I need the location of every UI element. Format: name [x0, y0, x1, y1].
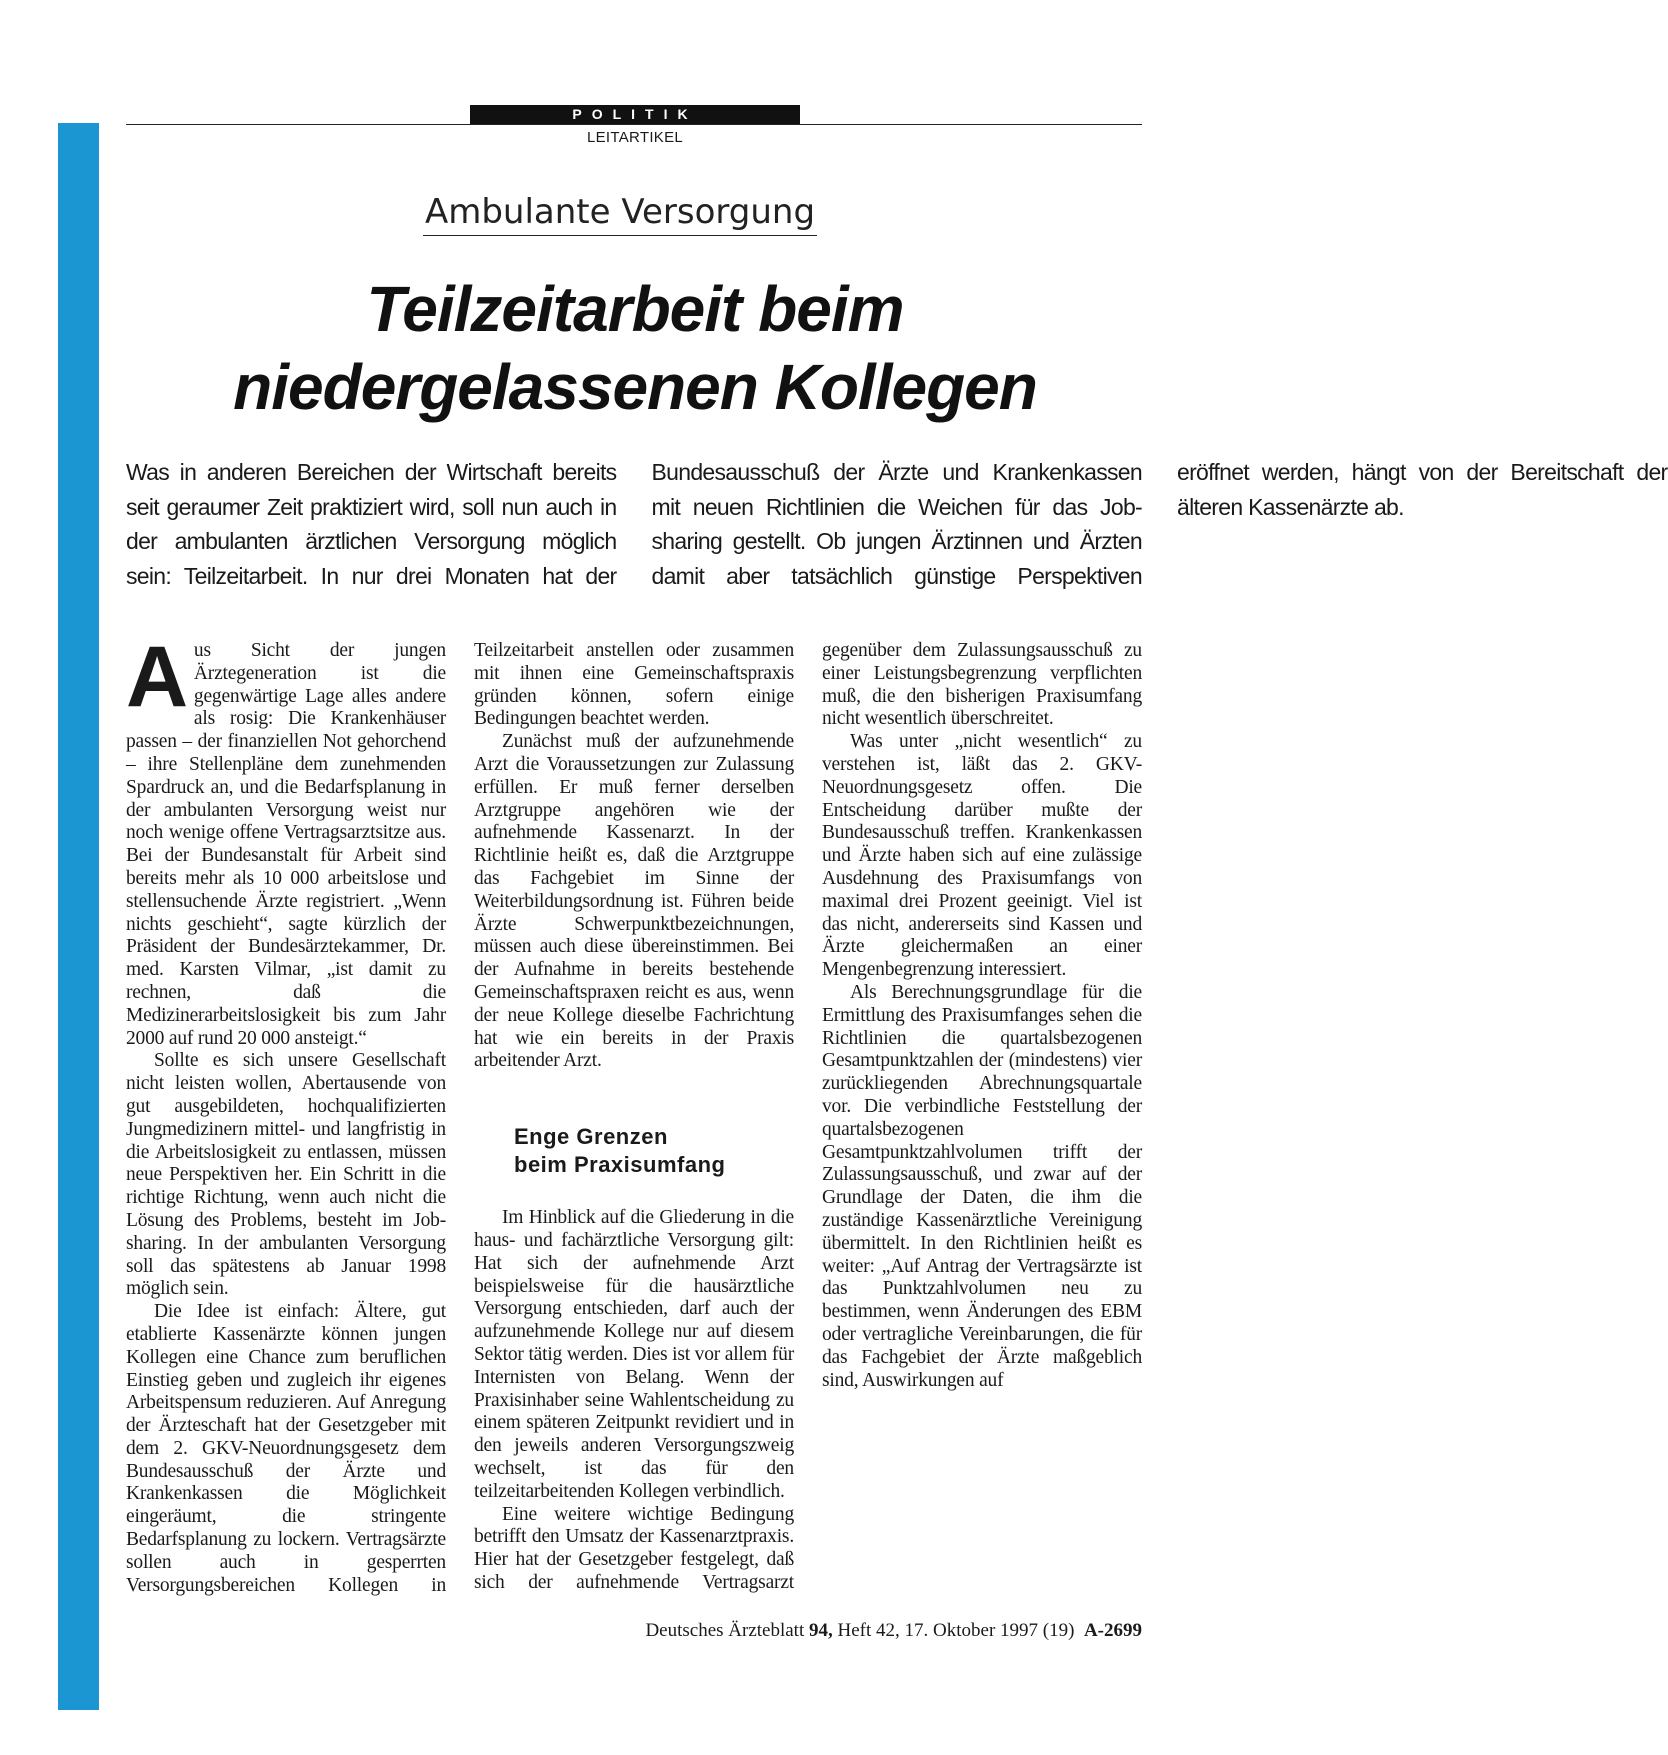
blue-margin-bar [58, 123, 99, 1710]
body-paragraph [126, 629, 446, 1050]
body-paragraph: Was unter „nicht wesentlich“ zu verstehen ist, läßt das 2. GKV-Neuordnungsgesetz offen. Die Entscheidung darüber mußte der Bundesausschuß treffen. Krankenkassen und Ärzte haben sich auf eine zulässige Ausdehnung des Praxisumfangs von maximal drei Prozent geeinigt. Viel ist das nicht, andererseits sind Kassen und Ärzte gleichermaßen an einer Mengenbegrenzung interessiert. [822, 731, 1142, 981]
issue-info: Heft 42, 17. Oktober 1997 (19) [837, 1620, 1075, 1641]
drop-cap: A [126, 629, 188, 725]
title-line-2: niedergelassenen Kollegen [233, 351, 1037, 423]
section-subheading [514, 1123, 794, 1179]
journal-volume: 94, [809, 1620, 833, 1641]
article-kicker [0, 190, 1240, 234]
page-number: A-2699 [1083, 1620, 1142, 1641]
body-paragraph: Zunächst muß der aufzunehmende Arzt die Voraussetzungen zur Zulassung erfüllen. Er muß ferner derselben Arztgruppe angehören wie der aufnehmende Kassenarzt. In der Richtlinie heißt es, daß die Arztgruppe das Fachgebiet im Sinne der Weiterbildungsordnung ist. Führen beide Ärzte Schwerpunktbezeichnungen, müssen auch diese übereinstimmen. Bei der Aufnahme in bereits bestehende Gemeinschaftspraxen reicht es aus, wenn der neue Kollege dieselbe Fachrichtung hat wie ein bereits in der Praxis arbeitender Arzt. [474, 731, 794, 1072]
article-body [126, 629, 1142, 1600]
body-paragraph: Im Hinblick auf die Gliederung in die haus- und fachärztliche Versorgung gilt: Hat sich der aufnehmende Arzt beispielsweise für die hausärztliche Versorgung entschieden, darf auch der aufzunehmende Kollege nur auf diesem Sektor tätig werden. Dies ist vor allem für Internisten von Belang. Wenn der Praxisinhaber seine Wahlentscheidung zu einem späteren Zeitpunkt revidiert und in den jeweils anderen Versorgungszweig wechselt, ist das für den teilzeitarbeitenden Kollegen verbindlich. [474, 1207, 794, 1502]
section-label: POLITIK [470, 105, 800, 124]
paragraph-text: us Sicht der jungen Ärztegeneration ist die gegenwärtige Lage alles andere als rosig: Die Krankenhäuser passen – der finanziellen Not gehorchend – ihre Stellenpläne dem zunehmenden Spardruck an, und die Bedarfsplanung in der ambulanten Versorgung weist nur noch wenige offene Vertragsarztsitze aus. Bei der Bundesanstalt für Arbeit sind bereits mehr als 10 000 arbeitslose und stellensuchende Ärzte registriert. „Wenn nichts geschieht“, sagte kürzlich der Präsident der Bundesärztekammer, Dr. med. Karsten Vilmar, „ist damit zu rechnen, daß die Medizinerarbeitslosigkeit bis zum Jahr 2000 auf rund 20 000 ansteigt.“ [126, 640, 446, 1049]
title-line-1: Teilzeitarbeit beim [366, 273, 904, 345]
journal-name: Deutsches Ärzteblatt [645, 1620, 805, 1641]
body-paragraph: Sollte es sich unsere Gesellschaft nicht leisten wollen, Abertausende von gut ausgebildeten, hochqualifizierten Jungmedizinern mittel- und langfristig in die Arbeitslosigkeit zu entlassen, müssen neue Perspektiven her. Ein Schritt in die richtige Richtung, wenn auch nicht die Lösung des Problems, besteht im Job-sharing. In der ambulanten Versorgung soll das spätestens ab Januar 1998 möglich sein. [126, 1050, 446, 1300]
subheading-line-1: Enge Grenzen [514, 1124, 668, 1150]
subsection-label: LEITARTIKEL [586, 129, 684, 146]
article-title [120, 270, 1150, 426]
subheading-line-2: beim Praxisumfang [514, 1152, 726, 1178]
body-paragraph: Als Berechnungsgrundlage für die Ermittlung des Praxisumfanges sehen die Richtlinien die quartalsbezogenen Gesamtpunktzahlen der (mindestens) vier zurückliegenden Abrechnungsquartale vor. Die verbindliche Feststellung der quartalsbezogenen Gesamtpunktzahlvolumen trifft der Zulassungsausschuß, und zwar auf der Grundlage der Daten, die ihm die zuständige Kassenärztliche Vereinigung übermittelt. In den Richtlinien heißt es weiter: „Auf Antrag der Vertragsärzte ist das Punktzahlvolumen neu zu bestimmen, wenn Änderungen des EBM oder vertragliche Vereinbarungen, die für das Fachgebiet der Ärzte maßgeblich sind, Auswirkungen auf [822, 981, 1142, 1391]
article-lead: Was in anderen Bereichen der Wirtschaft bereits seit geraumer Zeit praktiziert wird, soll nun auch in der ambulanten ärztlichen Versorgung möglich sein: Teilzeitarbeit. In nur drei Monaten hat der Bundesausschuß der Ärzte und Krankenkassen mit neuen Richtlinien die Weichen für das Job-sharing gestellt. Ob jungen Ärztinnen und Ärzten damit aber tatsächlich günstige Perspektiven eröffnet werden, hängt von der Bereitschaft der älteren Kassenärzte ab. [126, 459, 1668, 589]
header-rule [126, 124, 1142, 125]
kicker-text: Ambulante Versorgung [423, 192, 817, 236]
body-paragraph: Eine weitere wichtige Bedingung betrifft den Umsatz der Kassenarztpraxis. Hier hat der Gesetzgeber festgelegt, daß sich der aufnehmende Vertragsarzt gegenüber dem Zulassungsausschuß zu einer Leistungsbegrenzung verpflichten muß, die den bisherigen Praxisumfang nicht wesentlich überschreitet. [474, 640, 1142, 1593]
page-footer [645, 1620, 1142, 1642]
body-paragraph: Die Idee ist einfach: Ältere, gut etablierte Kassenärzte können jungen Kollegen eine Chance zum beruflichen Einstieg geben und zugleich ihr eigenes Arbeitspensum reduzieren. Auf Anregung der Ärzteschaft hat der Gesetzgeber mit dem 2. GKV-Neuordnungsgesetz dem Bundesausschuß der Ärzte und Krankenkassen die Möglichkeit eingeräumt, die stringente Bedarfsplanung zu lockern. Vertragsärzte sollen auch in gesperrten Versorgungsbereichen Kollegen in Teilzeitarbeit anstellen oder zusammen mit ihnen eine Gemeinschaftspraxis gründen können, sofern einige Bedingungen beachtet werden. [126, 640, 794, 1596]
